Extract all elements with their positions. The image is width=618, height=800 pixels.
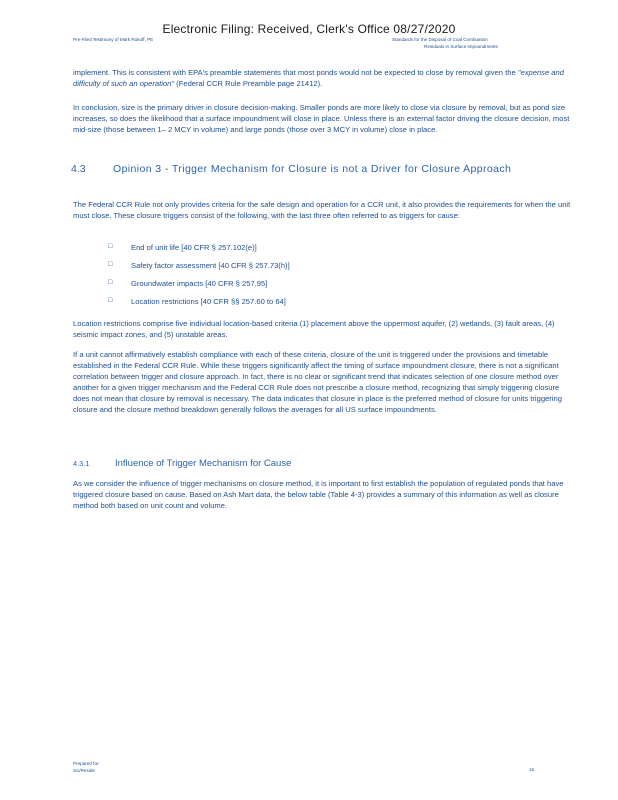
bullet-icon: □ (108, 261, 113, 268)
subsection-number: 4.3.1 (73, 459, 90, 468)
paragraph-6: As we consider the influence of trigger mechanisms on closure method, it is important to first establish the population of regulated ponds that have triggered closure based on cause. Based on Ash Mart data, the below table (Table 4-3) provides a summary of this information as well as closure method both based on unit count and volume. (73, 479, 564, 510)
header-right (392, 37, 552, 50)
paragraph-5: If a unit cannot affirmatively establish compliance with each of these criteria, closure of the unit is triggered under the provisions and timetable established in the Federal CCR Rule. While these triggers significantly affect the timing of surface impoundment closure, there is not a significant correlation between trigger and closure approach. In fact, there is no clear or significant trend that indicates selection of one closure method over another for a given trigger mechanism and the Federal CCR Rule does not prescribe a closure method, recognizing that simply triggering closure does not mean that closure by removal is necessary. The data indicates that closure in place is the preferred method of closure for units triggering closure and the closure method breakdown generally follows the averages for all US surface impoundments. (73, 350, 562, 414)
list-item (108, 261, 528, 279)
list-item-text: Safety factor assessment [40 CFR § 257.73(h)] (131, 261, 290, 270)
paragraph-1-quote: "expense and difficulty of such an operation" (73, 68, 564, 88)
trigger-list (108, 243, 528, 315)
prepared-for-value: Sci/Reside (73, 768, 95, 773)
footer-prepared-for (73, 760, 100, 774)
header-right-line2: Residuals in Surface Impoundments (424, 43, 498, 49)
bullet-icon: □ (108, 297, 113, 304)
paragraph-1-text-b: (Federal CCR Rule Preamble page 21412). (174, 79, 323, 88)
paragraph-2: In conclusion, size is the primary driver in closure decision-making. Smaller ponds are more likely to close via closure by removal, but as pond size increases, so does the likelihood that a surface impoundment will close in place. Unless there is an external factor driving the closure decision, most mid-size (those between 1– 2 MCY in volume) and large ponds (those over 3 MCY in volume) close in place. (73, 103, 570, 134)
list-item (108, 243, 528, 261)
list-item-text: Location restrictions [40 CFR §§ 257.60 to 64] (131, 297, 286, 306)
list-item-text: Groundwater impacts [40 CFR § 257.95] (131, 279, 268, 288)
subsection-title: Influence of Trigger Mechanism for Cause (115, 458, 292, 469)
paragraph-1-text-a: implement. This is consistent with EPA's preamble statements that most ponds would not be expected to close by removal given the (73, 68, 518, 77)
filing-stamp: Electronic Filing: Received, Clerk's Office 08/27/2020 (162, 22, 456, 36)
header-left: Pre-Filed Testimony of Mark Rokoff, PE (73, 37, 154, 42)
list-item (108, 279, 528, 297)
prepared-for-label: Prepared for: (73, 761, 100, 766)
page-number: 16 (529, 767, 535, 772)
paragraph-4: Location restrictions comprise five individual location-based criteria (1) placement above the uppermost aquifer, (2) wetlands, (3) fault areas, (4) seismic impact zones, and (5) unstable areas. (73, 319, 555, 339)
bullet-icon: □ (108, 279, 113, 286)
bullet-icon: □ (108, 243, 113, 250)
section-number: 4.3 (71, 163, 86, 175)
paragraph-3: The Federal CCR Rule not only provides criteria for the safe design and operation for a CCR unit, it also provides the requirements for when the unit must close. These closure triggers consist of the following, with the last three often referred to as triggers for cause: (73, 200, 571, 220)
paragraph-1 (73, 67, 573, 89)
header-right-line1: Standards for the Disposal of Coal Combustion (392, 37, 488, 42)
list-item-text: End of unit life [40 CFR § 257.102(e)] (131, 243, 257, 252)
list-item (108, 297, 528, 315)
section-title: Opinion 3 - Trigger Mechanism for Closure is not a Driver for Closure Approach (113, 163, 512, 175)
